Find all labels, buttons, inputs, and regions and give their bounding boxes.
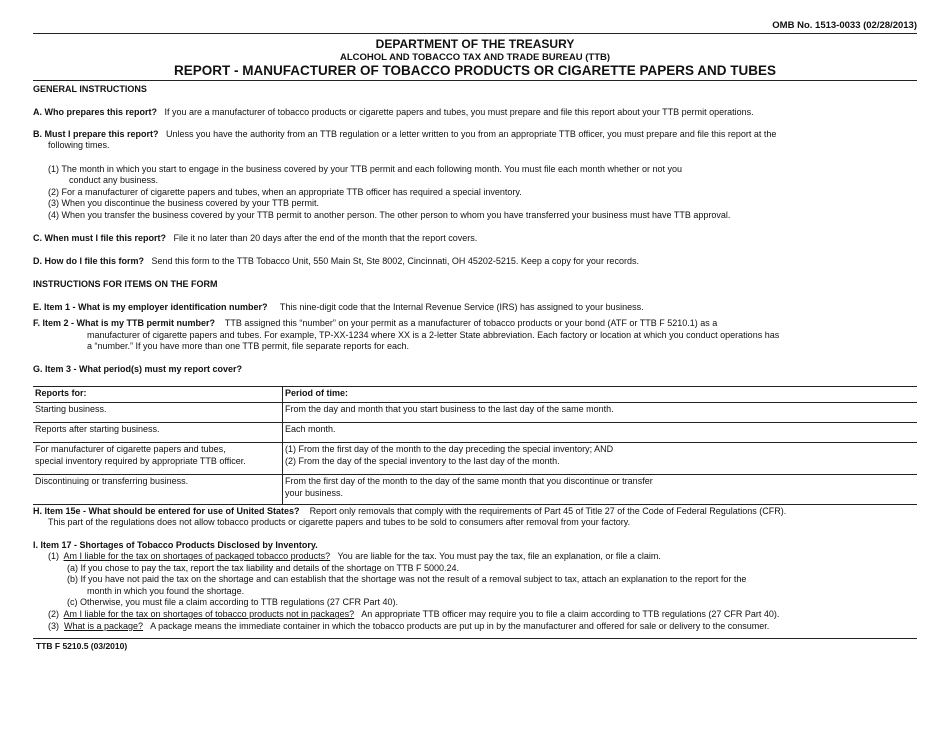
instruction-f xyxy=(33,318,917,330)
instruction-a xyxy=(33,107,917,119)
col-reports-for: Reports for: xyxy=(33,387,283,403)
item-i-2-number: (2) xyxy=(48,609,59,619)
table-header-row xyxy=(33,387,917,403)
question-g: G. Item 3 - What period(s) must my report cover? xyxy=(33,364,243,374)
item-i-3-question: What is a package? xyxy=(64,621,144,631)
item-i-3-answer: A package means the immediate container in which the tobacco products are put up in by the manufacturer and offered for sale or delivery to the consumer. xyxy=(150,621,770,631)
question-d: D. How do I file this form? xyxy=(33,256,144,266)
table-row xyxy=(33,423,917,443)
item-i-1b: (b) If you have not paid the tax on the shortage and can establish that the shortage was not the result of a removal subject to tax, attach an explanation to the report for the xyxy=(67,574,747,584)
instruction-c xyxy=(33,233,917,245)
answer-e: This nine-digit code that the Internal Revenue Service (IRS) has assigned to your business. xyxy=(279,302,644,312)
table-cell xyxy=(283,475,918,505)
item-i-1-answer: You are liable for the tax. You must pay the tax, file an explanation, or file a claim. xyxy=(337,551,661,561)
cell-line: your business. xyxy=(285,487,344,498)
table-row xyxy=(33,403,917,423)
question-c: C. When must I file this report? xyxy=(33,233,167,243)
table-cell: Reports after starting business. xyxy=(33,423,283,443)
item-i-1c: (c) Otherwise, you must file a claim according to TTB regulations (27 CFR Part 40). xyxy=(67,597,398,607)
items-instructions-heading: INSTRUCTIONS FOR ITEMS ON THE FORM xyxy=(33,279,218,289)
col-period-of-time: Period of time: xyxy=(283,387,918,403)
general-instructions-heading: GENERAL INSTRUCTIONS xyxy=(33,84,147,94)
table-cell: Starting business. xyxy=(33,403,283,423)
answer-f: TTB assigned this “number” on your permit as a manufacturer of tobacco products or your bond (ATF or TTB F 5210.1) as a xyxy=(224,318,718,328)
bureau-title: ALCOHOL AND TOBACCO TAX AND TRADE BUREAU (TTB) xyxy=(339,52,611,63)
form-title: REPORT - MANUFACTURER OF TOBACCO PRODUCTS OR CIGARETTE PAPERS AND TUBES xyxy=(173,63,776,78)
item-i-1b-cont: month in which you found the shortage. xyxy=(87,586,245,596)
item-i-1 xyxy=(48,551,661,563)
cell-line: (2) From the day of the special inventory to the last day of the month. xyxy=(285,455,560,466)
period-table xyxy=(33,386,917,505)
instruction-e xyxy=(33,302,917,314)
instruction-i xyxy=(33,540,917,552)
answer-c: File it no later than 20 days after the end of the month that the report covers. xyxy=(173,233,478,243)
question-i: I. Item 17 - Shortages of Tobacco Products Disclosed by Inventory. xyxy=(33,540,318,550)
item-i-1-number: (1) xyxy=(48,551,59,561)
question-e: E. Item 1 - What is my employer identification number? xyxy=(33,302,268,312)
omb-number: OMB No. 1513-0033 (02/28/2013) xyxy=(772,20,917,31)
item-i-2 xyxy=(48,609,779,621)
top-rule xyxy=(33,33,917,34)
table-cell: Discontinuing or transferring business. xyxy=(33,475,283,505)
table-cell xyxy=(33,443,283,475)
table-cell xyxy=(283,443,918,475)
cell-line: special inventory required by appropriate TTB officer. xyxy=(35,455,246,466)
instruction-g xyxy=(33,364,917,376)
answer-f-cont2: a “number.” If you have more than one TTB permit, file separate reports for each. xyxy=(87,341,409,351)
instruction-h xyxy=(33,506,917,518)
item-i-2-question: Am I liable for the tax on shortages of tobacco products not in packages? xyxy=(63,609,355,619)
list-item-b3: (3) When you discontinue the business covered by your TTB permit. xyxy=(48,198,319,208)
item-i-2-answer: An appropriate TTB officer may require you to file a claim according to TTB regulations (27 CFR Part 40). xyxy=(361,609,780,619)
title-rule xyxy=(33,80,917,81)
answer-d: Send this form to the TTB Tobacco Unit, 550 Main St, Ste 8002, Cincinnati, OH 45202-5215. Keep a copy for your records. xyxy=(151,256,639,266)
cell-line: (1) From the first day of the month to the day preceding the special inventory; AND xyxy=(285,444,614,454)
bottom-rule xyxy=(33,638,917,639)
answer-f-cont: manufacturer of cigarette papers and tubes. For example, TP-XX-1234 where XX is a 2-letter State abbreviation. Each factory or location at which you conduct operations has xyxy=(87,330,780,340)
answer-b: Unless you have the authority from an TTB regulation or a letter written to you from an appropriate TTB officer, you must prepare and file this report at the xyxy=(166,129,777,139)
answer-a: If you are a manufacturer of tobacco products or cigarette papers and tubes, you must prepare and file this report about your TTB permit operations. xyxy=(164,107,754,117)
question-f: F. Item 2 - What is my TTB permit number? xyxy=(33,318,216,328)
instruction-d xyxy=(33,256,917,268)
list-item-b1: (1) The month in which you start to engage in the business covered by your TTB permit and each following month. You must file each month whether or not you xyxy=(48,164,683,174)
table-row xyxy=(33,475,917,505)
answer-h: Report only removals that comply with the requirements of Part 45 of Title 27 of the Code of Federal Regulations (CFR). xyxy=(309,506,787,516)
list-item-b2: (2) For a manufacturer of cigarette papers and tubes, when an appropriate TTB officer has required a special inventory. xyxy=(48,187,522,197)
item-i-1-question: Am I liable for the tax on shortages of packaged tobacco products? xyxy=(63,551,331,561)
department-title: DEPARTMENT OF THE TREASURY xyxy=(375,37,575,51)
answer-h-cont: This part of the regulations does not allow tobacco products or cigarette papers and tubes to be sold to consumers after removal from your factory. xyxy=(48,517,631,527)
question-a: A. Who prepares this report? xyxy=(33,107,158,117)
item-i-3 xyxy=(48,621,769,633)
table-cell: Each month. xyxy=(283,423,918,443)
list-item-b4: (4) When you transfer the business covered by your TTB permit to another person. The other person to whom you have transferred your business must have TTB approval. xyxy=(48,210,731,220)
item-i-1a: (a) If you chose to pay the tax, report the tax liability and details of the shortage on TTB F 5000.24. xyxy=(67,563,460,573)
item-i-3-number: (3) xyxy=(48,621,59,631)
answer-b-cont: following times. xyxy=(48,140,110,150)
form-id: TTB F 5210.5 (03/2010) xyxy=(36,641,128,651)
question-b: B. Must I prepare this report? xyxy=(33,129,159,139)
cell-line: From the first day of the month to the day of the same month that you discontinue or transfer xyxy=(285,476,653,486)
list-item-b1-cont: conduct any business. xyxy=(69,175,159,185)
instruction-b xyxy=(33,129,917,141)
cell-line: For manufacturer of cigarette papers and tubes, xyxy=(35,444,226,454)
table-cell: From the day and month that you start business to the last day of the same month. xyxy=(283,403,918,423)
question-h: H. Item 15e - What should be entered for use of United States? xyxy=(33,506,300,516)
table-row xyxy=(33,443,917,475)
